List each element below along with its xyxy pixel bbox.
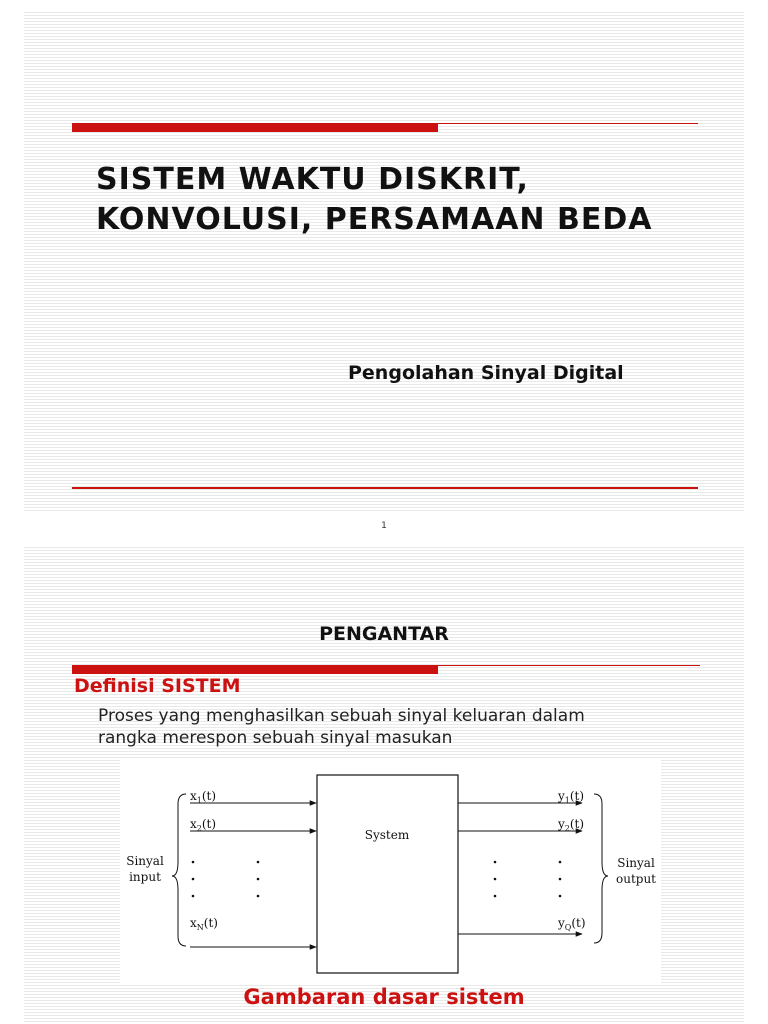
input-brace [172,794,186,946]
system-diagram [120,758,661,983]
definition-line-2: rangka merespon sebuah sinyal masukan [98,728,453,748]
input-label-2: $x_2(t)$ [190,817,217,833]
system-box-label: System [364,828,410,842]
output-brace [594,794,608,943]
input-label-n: $x_N(t)$ [190,916,218,932]
title-red-line [438,123,698,124]
output-ellipsis-dots [494,861,562,898]
output-group-label-1: Sinyal [617,856,655,870]
title-red-bar [72,123,438,132]
output-label-2: $y_2(t)$ [558,817,585,833]
slide-title [96,160,736,240]
input-ellipsis-dots [192,861,260,898]
input-label-1: $x_1(t)$ [190,789,217,805]
system-box [317,775,458,973]
slide-1 [24,10,744,512]
slide-title-line-2: KONVOLUSI, PERSAMAAN BEDA [96,202,653,237]
heading-red-bar [72,665,438,674]
slide-subtitle: Pengolahan Sinyal Digital [348,362,624,384]
slide-title-line-1: SISTEM WAKTU DISKRIT, [96,162,529,197]
footer-red-line [72,487,698,489]
input-group-label-2: input [129,870,161,884]
definition-text [98,705,698,749]
output-label-q: $y_Q(t)$ [558,916,586,932]
slide-heading: PENGANTAR [319,623,449,645]
diagram-caption: Gambaran dasar sistem [243,985,525,1009]
output-label-1: $y_1(t)$ [558,789,585,805]
input-group-label-1: Sinyal [126,854,164,868]
page-number: 1 [381,521,387,531]
system-diagram-svg [120,758,661,983]
output-group-label-2: output [615,872,657,886]
heading-red-line [438,665,700,666]
definition-title: Definisi SISTEM [74,675,241,697]
slide-2 [24,545,744,1024]
definition-line-1: Proses yang menghasilkan sebuah sinyal keluaran dalam [98,706,585,726]
